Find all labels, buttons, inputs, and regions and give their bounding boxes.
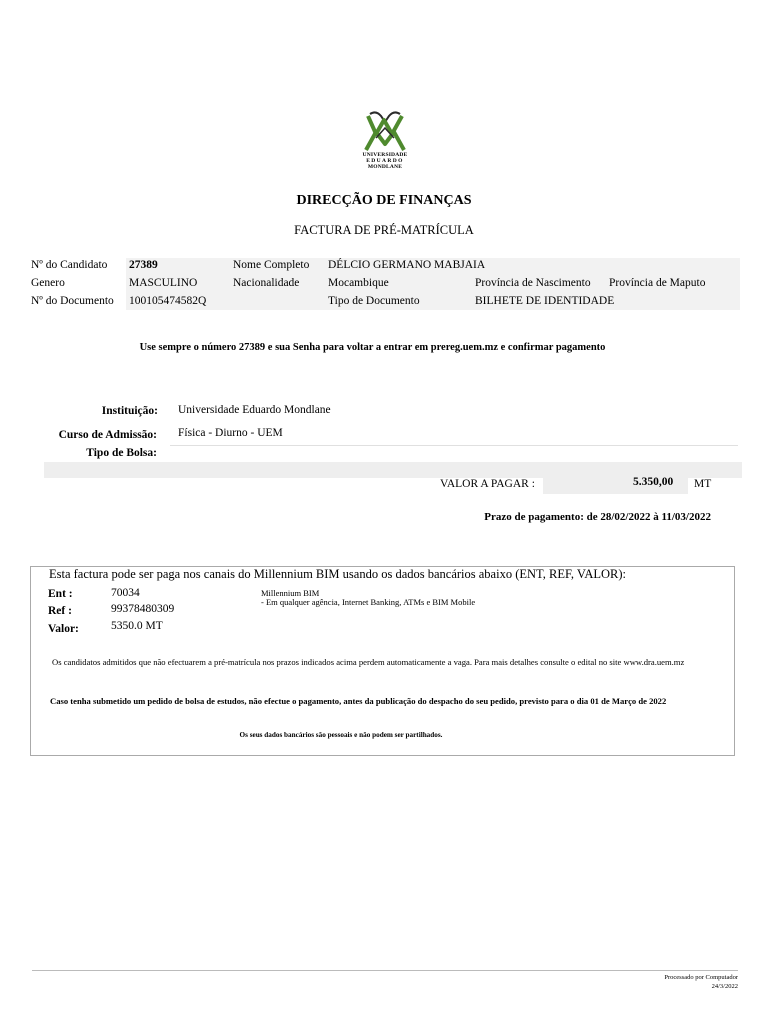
- candidate-number-value: 27389: [129, 259, 158, 271]
- bank-amount-label: Valor:: [48, 623, 79, 635]
- candidate-number-label: Nº do Candidato: [31, 259, 108, 271]
- gender-value: MASCULINO: [129, 277, 198, 289]
- full-name-value: DÉLCIO GERMANO MABJAIA: [328, 259, 486, 271]
- institution-label: Instituição:: [101, 405, 158, 417]
- footer-date: 24/3/2022: [711, 983, 738, 990]
- reference-value: 99378480309: [111, 603, 175, 615]
- page-subtitle: FACTURA DE PRÉ-MATRÍCULA: [294, 223, 474, 237]
- nationality-label: Nacionalidade: [233, 277, 300, 289]
- logo-text: UNIVERSIDADE EDUARDO MONDLANE: [362, 152, 408, 171]
- course-value: Física - Diurno - UEM: [178, 427, 283, 439]
- entity-label: Ent :: [48, 588, 73, 600]
- document-type-value: BILHETE DE IDENTIDADE: [475, 295, 615, 307]
- bank-amount-value: 5350.0 MT: [111, 620, 163, 632]
- bank-box-heading: Esta factura pode ser paga nos canais do Millennium BIM usando os dados bancários abaixo (ENT, REF, VALOR):: [49, 567, 627, 581]
- logo-emblem-icon: [362, 108, 408, 152]
- bank-name: Millennium BIM: [261, 588, 320, 598]
- amount-due-label: VALOR A PAGAR :: [440, 478, 535, 490]
- gender-label: Genero: [31, 277, 65, 289]
- entity-value: 70034: [111, 587, 140, 599]
- footer-processed: Processado por Computador: [664, 974, 738, 981]
- scholarship-note: Caso tenha submetido um pedido de bolsa de estudos, não efectue o pagamento, antes da publicação do despacho do seu pedido, previsto para o dia 01 de Março de 2022: [50, 696, 667, 706]
- institution-value: Universidade Eduardo Mondlane: [178, 404, 331, 416]
- scholarship-type-label: Tipo de Bolsa:: [86, 447, 157, 459]
- birth-province-label: Província de Nascimento: [475, 277, 591, 289]
- page-title: DIRECÇÃO DE FINANÇAS: [296, 193, 472, 208]
- bank-channels: - Em qualquer agência, Internet Banking, ATMs e BIM Mobile: [261, 597, 476, 607]
- amount-due-value: 5.350,00: [633, 476, 674, 488]
- birth-province-value: Província de Maputo: [609, 277, 706, 289]
- footer-separator: [32, 970, 738, 971]
- nationality-value: Mocambique: [328, 277, 389, 289]
- login-notice: Use sempre o número 27389 e sua Senha para voltar a entrar em prereg.uem.mz e confirmar pagamento: [139, 342, 606, 353]
- amount-currency: MT: [694, 478, 712, 490]
- admission-note: Os candidatos admitidos que não efectuarem a pré-matrícula nos prazos indicados acima perdem automaticamente a vaga. Para mais detalhes consulte o edital no site www.dra.uem.mz: [52, 657, 685, 667]
- full-name-label: Nome Completo: [233, 259, 310, 271]
- payment-deadline: Prazo de pagamento: de 28/02/2022 à 11/03/2022: [484, 511, 711, 523]
- document-number-value: 100105474582Q: [129, 295, 207, 307]
- document-type-label: Tipo de Documento: [328, 295, 420, 307]
- separator-line: [170, 445, 738, 446]
- reference-label: Ref :: [48, 605, 72, 617]
- document-number-label: Nº do Documento: [31, 295, 114, 307]
- privacy-note: Os seus dados bancários são pessoais e não podem ser partilhados.: [239, 731, 443, 739]
- university-logo: [362, 108, 408, 171]
- course-label: Curso de Admissão:: [58, 429, 157, 441]
